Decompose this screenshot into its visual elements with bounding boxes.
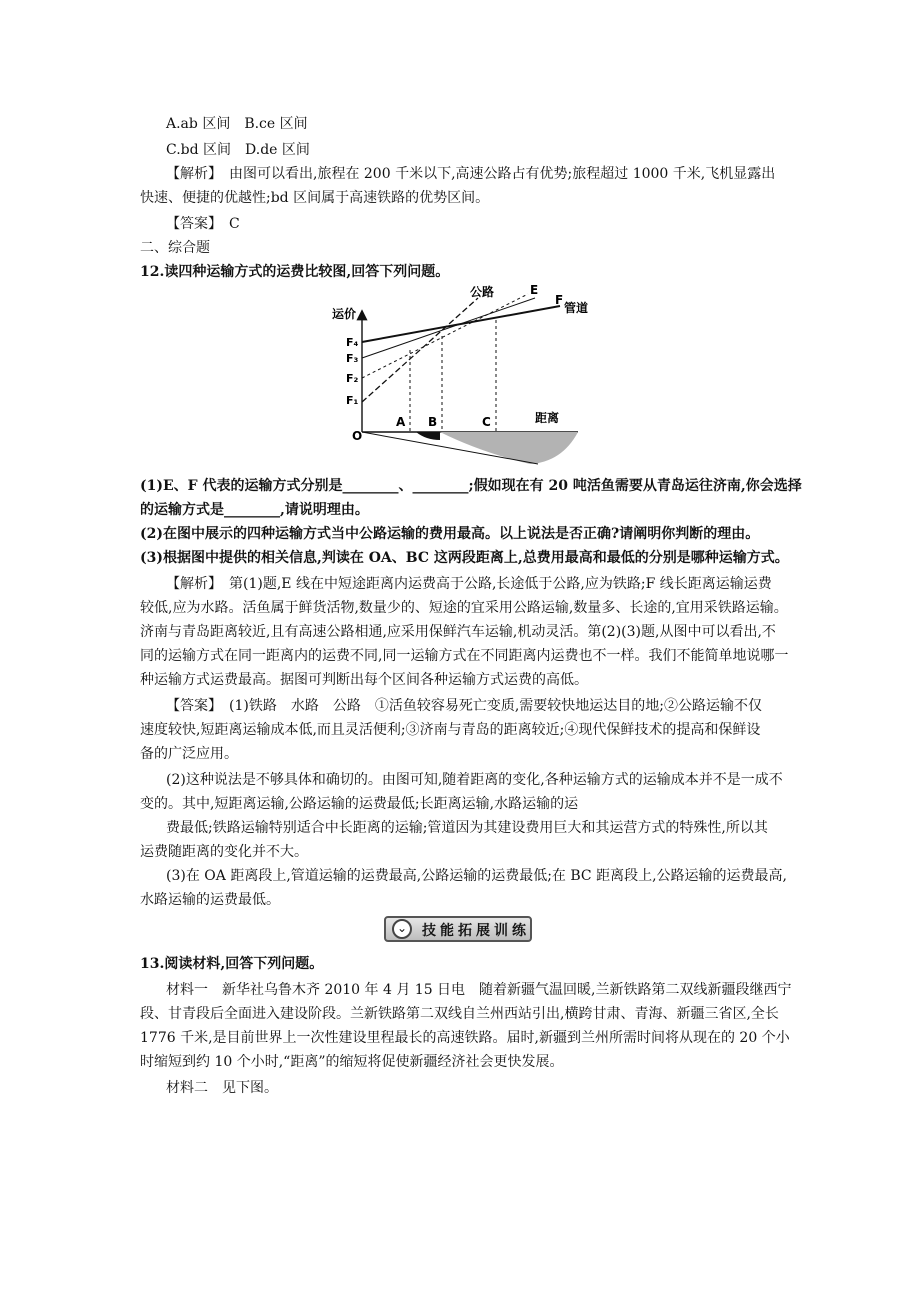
point-B: B bbox=[428, 415, 438, 429]
banner-label: 技能拓展训练 bbox=[422, 923, 530, 939]
q12-stem: 12.读四种运输方式的运费比较图,回答下列问题。 bbox=[140, 264, 450, 280]
point-A: A bbox=[396, 415, 406, 429]
q13-material1-line2: 段、甘青段后全面进入建设阶段。兰新铁路第二双线自兰州西站引出,横跨甘肃、青海、新疆三省区,全长 bbox=[140, 1006, 779, 1022]
q12-sub1-line1: (1)E、F 代表的运输方式分别是________、________;假如现在有 20 吨活鱼需要从青岛运往济南,你会选择 bbox=[140, 478, 802, 494]
q13-material1-line1: 材料一 新华社乌鲁木齐 2010 年 4 月 15 日电 随着新疆气温回暖,兰新铁路第二双线新疆段继西宁 bbox=[166, 982, 792, 998]
q12-answer2-line2: 变的。其中,短距离运输,公路运输的运费最低;长距离运输,水路运输的运 bbox=[140, 796, 579, 812]
q13-material2: 材料二 见下图。 bbox=[166, 1080, 278, 1096]
x-axis-label: 距离 bbox=[535, 411, 560, 425]
q12-sub1-line2: 的运输方式是________,请说明理由。 bbox=[140, 502, 369, 518]
q12-analysis-line4: 同的运输方式在同一距离内的运费不同,同一运输方式在不同距离内运费也不一样。我们不能简单地说哪一 bbox=[140, 648, 789, 664]
q13-stem: 13.阅读材料,回答下列问题。 bbox=[140, 956, 324, 972]
q12-sub2: (2)在图中展示的四种运输方式当中公路运输的费用最高。以上说法是否正确?请阐明你判断的理由。 bbox=[140, 526, 760, 542]
q12-analysis-line1: 【解析】 第(1)题,E 线在中短途距离内运费高于公路,长途低于公路,应为铁路;F 线长距离运输运费 bbox=[166, 576, 772, 592]
line-F2-dashed bbox=[362, 294, 528, 378]
q11-options-line1: A.ab 区间 B.ce 区间 bbox=[166, 116, 308, 132]
tick-F4: F₄ bbox=[346, 336, 359, 349]
q12-answer2-line4: 运费随距离的变化并不大。 bbox=[140, 844, 308, 860]
origin-label: O bbox=[352, 429, 363, 443]
tick-F2: F₂ bbox=[346, 372, 359, 385]
skills-banner bbox=[384, 916, 532, 942]
chevron-down-icon: ⌄ bbox=[392, 919, 412, 939]
label-F: F bbox=[555, 293, 564, 307]
black-segment bbox=[416, 432, 440, 440]
q11-options-line2: C.bd 区间 D.de 区间 bbox=[166, 142, 310, 158]
q11-analysis-line2: 快速、便捷的优越性;bd 区间属于高速铁路的优势区间。 bbox=[140, 190, 490, 206]
label-E: E bbox=[530, 283, 539, 297]
tick-F1: F₁ bbox=[346, 394, 359, 407]
transport-cost-figure bbox=[330, 282, 600, 472]
q12-analysis-line5: 种运输方式运费最高。据图可判断出每个区间各种运输方式运费的高低。 bbox=[140, 672, 588, 688]
line-F1-road-dashed bbox=[362, 298, 478, 402]
q12-analysis-line3: 济南与青岛距离较近,且有高速公路相通,应采用保鲜汽车运输,机动灵活。第(2)(3)题,从图中可以看出,不 bbox=[140, 624, 776, 640]
q12-answer1-line3: 备的广泛应用。 bbox=[140, 746, 238, 762]
line-F3 bbox=[362, 298, 535, 358]
q12-answer2-line1: (2)这种说法是不够具体和确切的。由图可知,随着距离的变化,各种运输方式的运输成本并不是一成不 bbox=[166, 772, 783, 788]
label-pipeline: 管道 bbox=[564, 301, 589, 315]
q12-answer1-line2: 速度较快,短距离运输成本低,而且灵活便利;③济南与青岛的距离较近;④现代保鲜技术的提高和保鲜设 bbox=[140, 722, 761, 738]
q12-answer1-line1: 【答案】 (1)铁路 水路 公路 ①活鱼较容易死亡变质,需要较快地运达目的地;②公路运输不仅 bbox=[166, 698, 762, 714]
label-road: 公路 bbox=[470, 285, 495, 299]
q12-answer2-line3: 费最低;铁路运输特别适合中长距离的运输;管道因为其建设费用巨大和其运营方式的特殊性,所以其 bbox=[166, 820, 768, 836]
q12-sub3: (3)根据图中提供的相关信息,判读在 OA、BC 这两段距离上,总费用最高和最低的分别是哪种运输方式。 bbox=[140, 550, 789, 566]
y-axis-label: 运价 bbox=[332, 307, 357, 321]
q12-answer3-line1: (3)在 OA 距离段上,管道运输的运费最高,公路运输的运费最低;在 BC 距离段上,公路运输的运费最高, bbox=[166, 868, 787, 884]
section2-title: 二、综合题 bbox=[140, 240, 210, 256]
q13-material1-line4: 时缩短到约 10 个小时,“距离”的缩短将促使新疆经济社会更快发展。 bbox=[140, 1054, 564, 1070]
q12-analysis-line2: 较低,应为水路。活鱼属于鲜货活物,数量少的、短途的宜采用公路运输,数量多、长途的,宜用采铁路运输。 bbox=[140, 600, 788, 616]
point-C: C bbox=[482, 415, 491, 429]
q11-analysis-line1: 【解析】 由图可以看出,旅程在 200 千米以下,高速公路占有优势;旅程超过 1000 千米,飞机显露出 bbox=[166, 166, 776, 182]
q13-material1-line3: 1776 千米,是目前世界上一次性建设里程最长的高速铁路。届时,新疆到兰州所需时间将从现在的 20 个小 bbox=[140, 1030, 790, 1046]
q11-answer: 【答案】 C bbox=[166, 216, 240, 232]
tick-F3: F₃ bbox=[346, 352, 359, 365]
q12-answer3-line2: 水路运输的运费最低。 bbox=[140, 892, 280, 908]
